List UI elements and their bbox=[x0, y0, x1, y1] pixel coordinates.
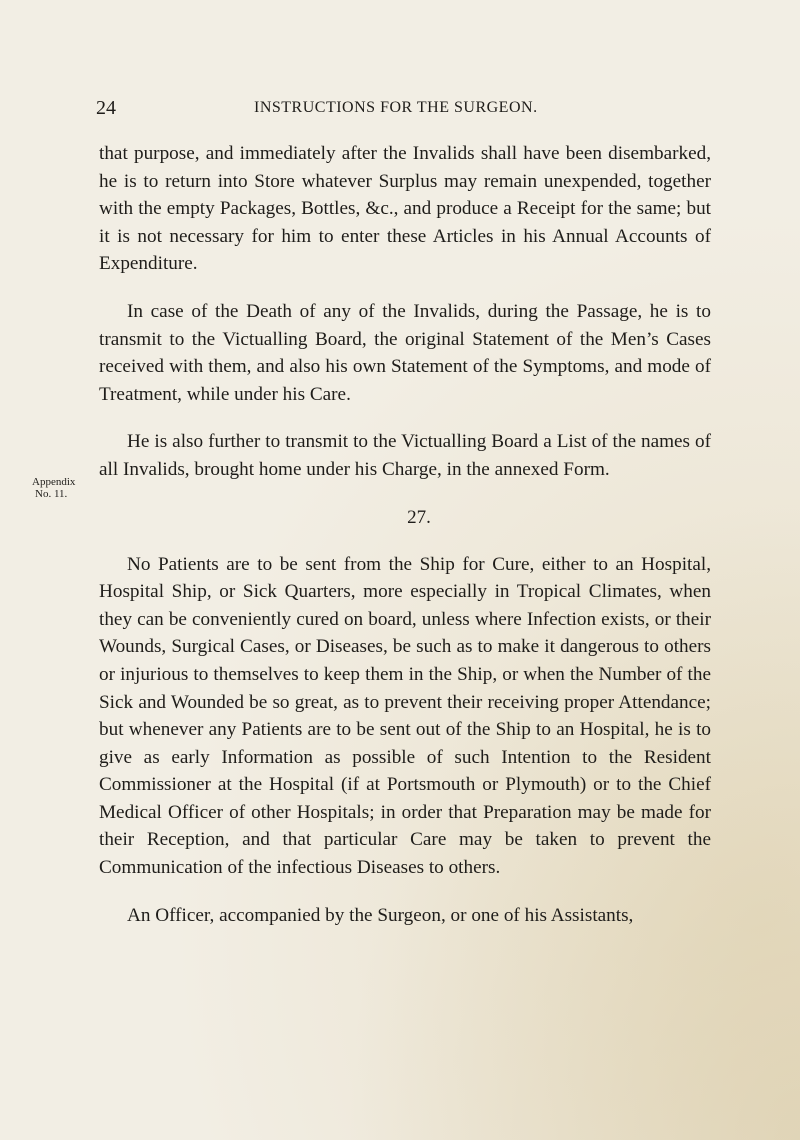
section-number: 27. bbox=[407, 506, 431, 528]
paragraph-1: that purpose, and immediately after the Invalids shall have been disembarked, he is to return into Store whatever Surplus may remain unexpended, together with the empty Packages, Bottles, &c., and produce a Receipt for the same; but it is not necessary for him to enter these Articles in his Annual Accounts of Expenditure. bbox=[99, 143, 711, 275]
page-header bbox=[96, 96, 716, 120]
paragraph-2: In case of the Death of any of the Invalids, during the Passage, he is to transmit to the Victualling Board, the original Statement of the Men’s Cases received with them, and also his own Statement of the Symptoms, and mode of Treatment, while under his Care. bbox=[99, 300, 711, 405]
body-text bbox=[99, 140, 711, 949]
marginal-note-line-2: No. 11. bbox=[35, 488, 68, 500]
paragraph-3: He is also further to transmit to the Victualling Board a List of the names of all Invalids, brought home under his Charge, in the annexed Form. bbox=[99, 431, 711, 480]
paragraph-4: No Patients are to be sent from the Ship for Cure, either to an Hospital, Hospital Ship, or Sick Quarters, more especially in Tropical Climates, when they can be conveniently cured on board, unless where Infection exists, or their Wounds, Surgical Cases, or Diseases, be such as to make it dangerous to others or injurious to themselves to keep them in the Ship, or when the Number of the Sick and Wounded be so great, as to prevent their receiving proper Attendance; but whenever any Patients are to be sent out of the Ship to an Hospital, he is to give as early Information as possible of such Intention to the Resident Commissioner at the Hospital (if at Portsmouth or Plymouth) or to the Chief Medical Officer of other Hospitals; in order that Preparation may be made for their Reception, and that particular Care may be taken to prevent the Communication of the infectious Diseases to others. bbox=[99, 553, 711, 879]
marginal-note bbox=[32, 476, 94, 500]
paragraph-5: An Officer, accompanied by the Surgeon, or one of his Assistants, bbox=[127, 904, 634, 926]
marginal-note-line-1: Appendix bbox=[32, 476, 76, 488]
page-number: 24 bbox=[96, 97, 116, 119]
running-head: INSTRUCTIONS FOR THE SURGEON. bbox=[254, 99, 538, 116]
